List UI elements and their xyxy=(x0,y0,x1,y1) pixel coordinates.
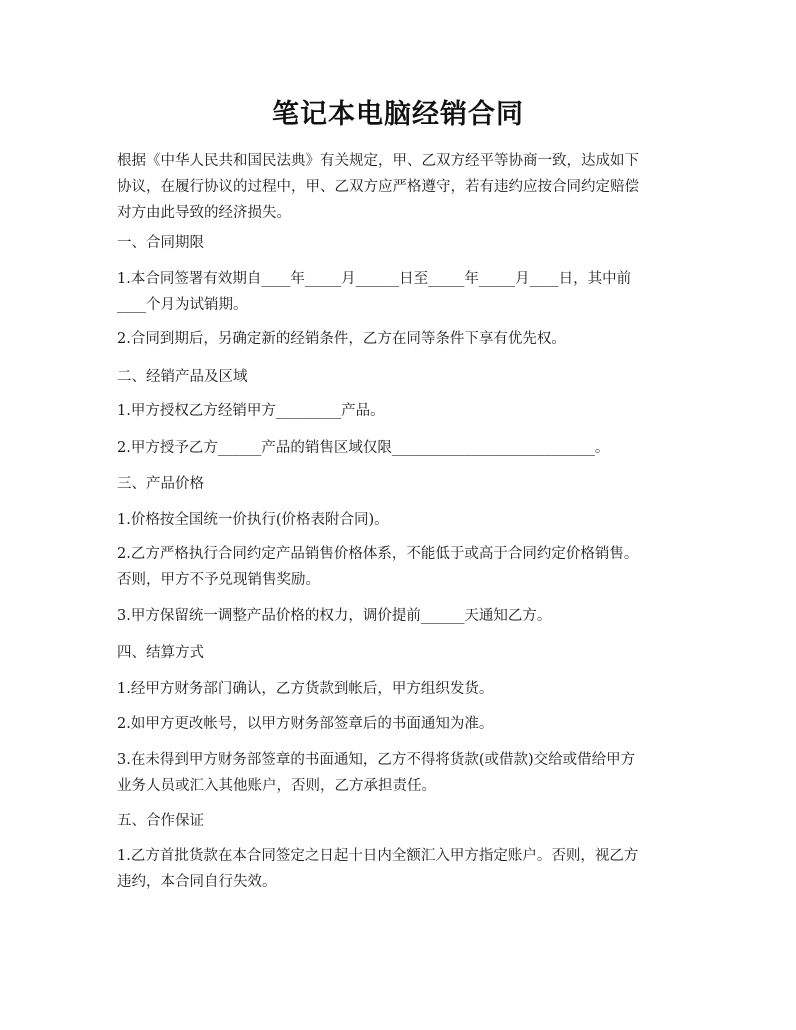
clause xyxy=(117,507,687,533)
clause-line: 3.在未得到甲方财务部签章的书面通知，乙方不得将货款(或借款)交给或借给甲方 xyxy=(117,752,636,768)
clause-line: 违约，本合同自行失效。 xyxy=(117,874,277,890)
intro-paragraph xyxy=(117,148,687,226)
section-heading: 二、经销产品及区域 xyxy=(117,369,248,385)
section-heading: 三、产品价格 xyxy=(117,476,204,492)
clause-line: 2.合同到期后，另确定新的经销条件，乙方在同等条件下享有优先权。 xyxy=(117,331,566,347)
clause xyxy=(117,435,687,461)
clause-line: 1.本合同签署有效期自____年_____月______日至_____年_____月____日，其中前 xyxy=(117,271,632,287)
clause xyxy=(117,326,687,352)
intro-line: 协议，在履行协议的过程中，甲、乙双方应严格遵守，若有违约应按合同约定赔偿 xyxy=(117,179,639,195)
clause-line: 2.乙方严格执行合同约定产品销售价格体系，不能低于或高于合同约定价格销售。 xyxy=(117,546,639,562)
clause xyxy=(117,747,687,799)
clause xyxy=(117,541,687,593)
clause-line: 2.甲方授予乙方______产品的销售区域仅限____________________________。 xyxy=(117,440,610,456)
clause-line: 1.价格按全国统一价执行(价格表附合同)。 xyxy=(117,512,389,528)
clause xyxy=(117,398,687,424)
intro-line: 对方由此导致的经济损失。 xyxy=(117,205,291,221)
clause-line: 3.甲方保留统一调整产品价格的权力，调价提前______天通知乙方。 xyxy=(117,608,552,624)
clause xyxy=(117,711,687,737)
clause xyxy=(117,266,687,318)
section-heading: 一、合同期限 xyxy=(117,235,204,251)
clause-line: 否则，甲方不予兑现销售奖励。 xyxy=(117,572,320,588)
section-heading: 四、结算方式 xyxy=(117,645,204,661)
clause-line: ____个月为试销期。 xyxy=(117,297,248,313)
section-heading: 五、合作保证 xyxy=(117,813,204,829)
clause-line: 1.经甲方财务部门确认，乙方货款到帐后，甲方组织发货。 xyxy=(117,681,494,697)
intro-line: 根据《中华人民共和国民法典》有关规定，甲、乙双方经平等协商一致，达成如下 xyxy=(117,153,639,169)
clause-line: 2.如甲方更改帐号，以甲方财务部签章后的书面通知为准。 xyxy=(117,716,494,732)
clause-line: 1.甲方授权乙方经销甲方_________产品。 xyxy=(117,403,385,419)
clause xyxy=(117,603,687,629)
clause xyxy=(117,676,687,702)
page-title: 笔记本电脑经销合同 xyxy=(272,99,524,130)
clause-line: 业务人员或汇入其他账户，否则，乙方承担责任。 xyxy=(117,778,436,794)
clause-line: 1.乙方首批货款在本合同签定之日起十日内全额汇入甲方指定账户。否则，视乙方 xyxy=(117,848,639,864)
clause xyxy=(117,843,687,895)
